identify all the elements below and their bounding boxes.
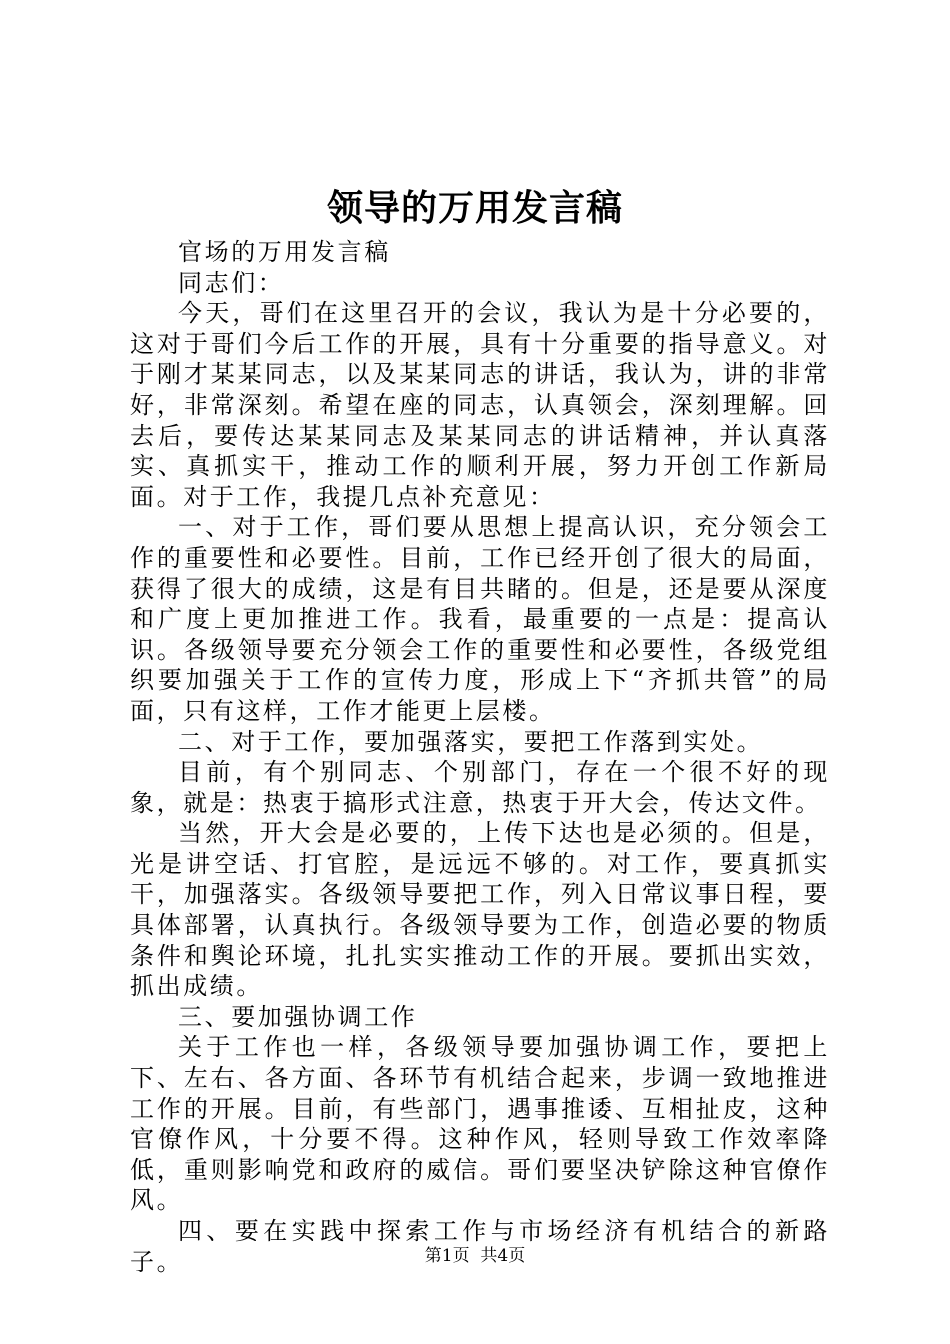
- paragraph: 今天，哥们在这里召开的会议，我认为是十分必要的，这对于哥们今后工作的开展，具有十分重要的指导意义。对于刚才某某同志，以及某某同志的讲话，我认为，讲的非常好，非常深刻。希望在座的同志，认真领会，深刻理解。回去后，要传达某某同志及某某同志的讲话精神，并认真落实、真抓实干，推动工作的顺利开展，努力开创工作新局面。对于工作，我提几点补充意见：: [130, 299, 830, 511]
- paragraph: 关于工作也一样，各级领导要加强协调工作，要把上下、左右、各方面、各环节有机结合起来，步调一致地推进工作的开展。目前，有些部门，遇事推诿、互相扯皮，这种官僚作风，十分要不得。这种作风，轻则导致工作效率降低，重则影响党和政府的威信。哥们要坚决铲除这种官僚作风。: [130, 1033, 830, 1215]
- paragraph: 一、对于工作，哥们要从思想上提高认识，充分领会工作的重要性和必要性。目前，工作已经开创了很大的局面，获得了很大的成绩，这是有目共睹的。但是，还是要从深度和广度上更加推进工作。我看，最重要的一点是：提高认识。各级领导要充分领会工作的重要性和必要性，各级党组织要加强关于工作的宣传力度，形成上下“齐抓共管”的局面，只有这样，工作才能更上层楼。: [130, 513, 830, 725]
- page-footer: [0, 1244, 950, 1268]
- paragraph: 同志们：: [178, 268, 285, 297]
- footer-separator: [470, 1246, 481, 1266]
- document-body: [130, 237, 830, 1277]
- document-title: 领导的万用发言稿: [326, 187, 623, 229]
- page-number-current: 第1页: [424, 1246, 470, 1266]
- paragraph: 当然，开大会是必要的，上传下达也是必须的。但是，光是讲空话、打官腔，是远远不够的。对工作，要真抓实干，加强落实。各级领导要把工作，列入日常议事日程，要具体部署，认真执行。各级领导要为工作，创造必要的物质条件和舆论环境，扎扎实实推动工作的开展。要抓出实效，抓出成绩。: [130, 819, 830, 1001]
- page-number-total: 共4页: [480, 1246, 526, 1266]
- paragraph: 四、要在实践中探索工作与市场经济有机结合的新路子。: [130, 1217, 830, 1276]
- paragraph: 官场的万用发言稿: [178, 238, 391, 266]
- paragraph: 目前，有个别同志、个别部门，存在一个很不好的现象，就是：热衷于搞形式注意，热衷于开大会，传达文件。: [130, 758, 830, 817]
- paragraph: 二、对于工作，要加强落实，要把工作落到实处。: [178, 727, 764, 756]
- paragraph: 三、要加强协调工作: [178, 1002, 418, 1031]
